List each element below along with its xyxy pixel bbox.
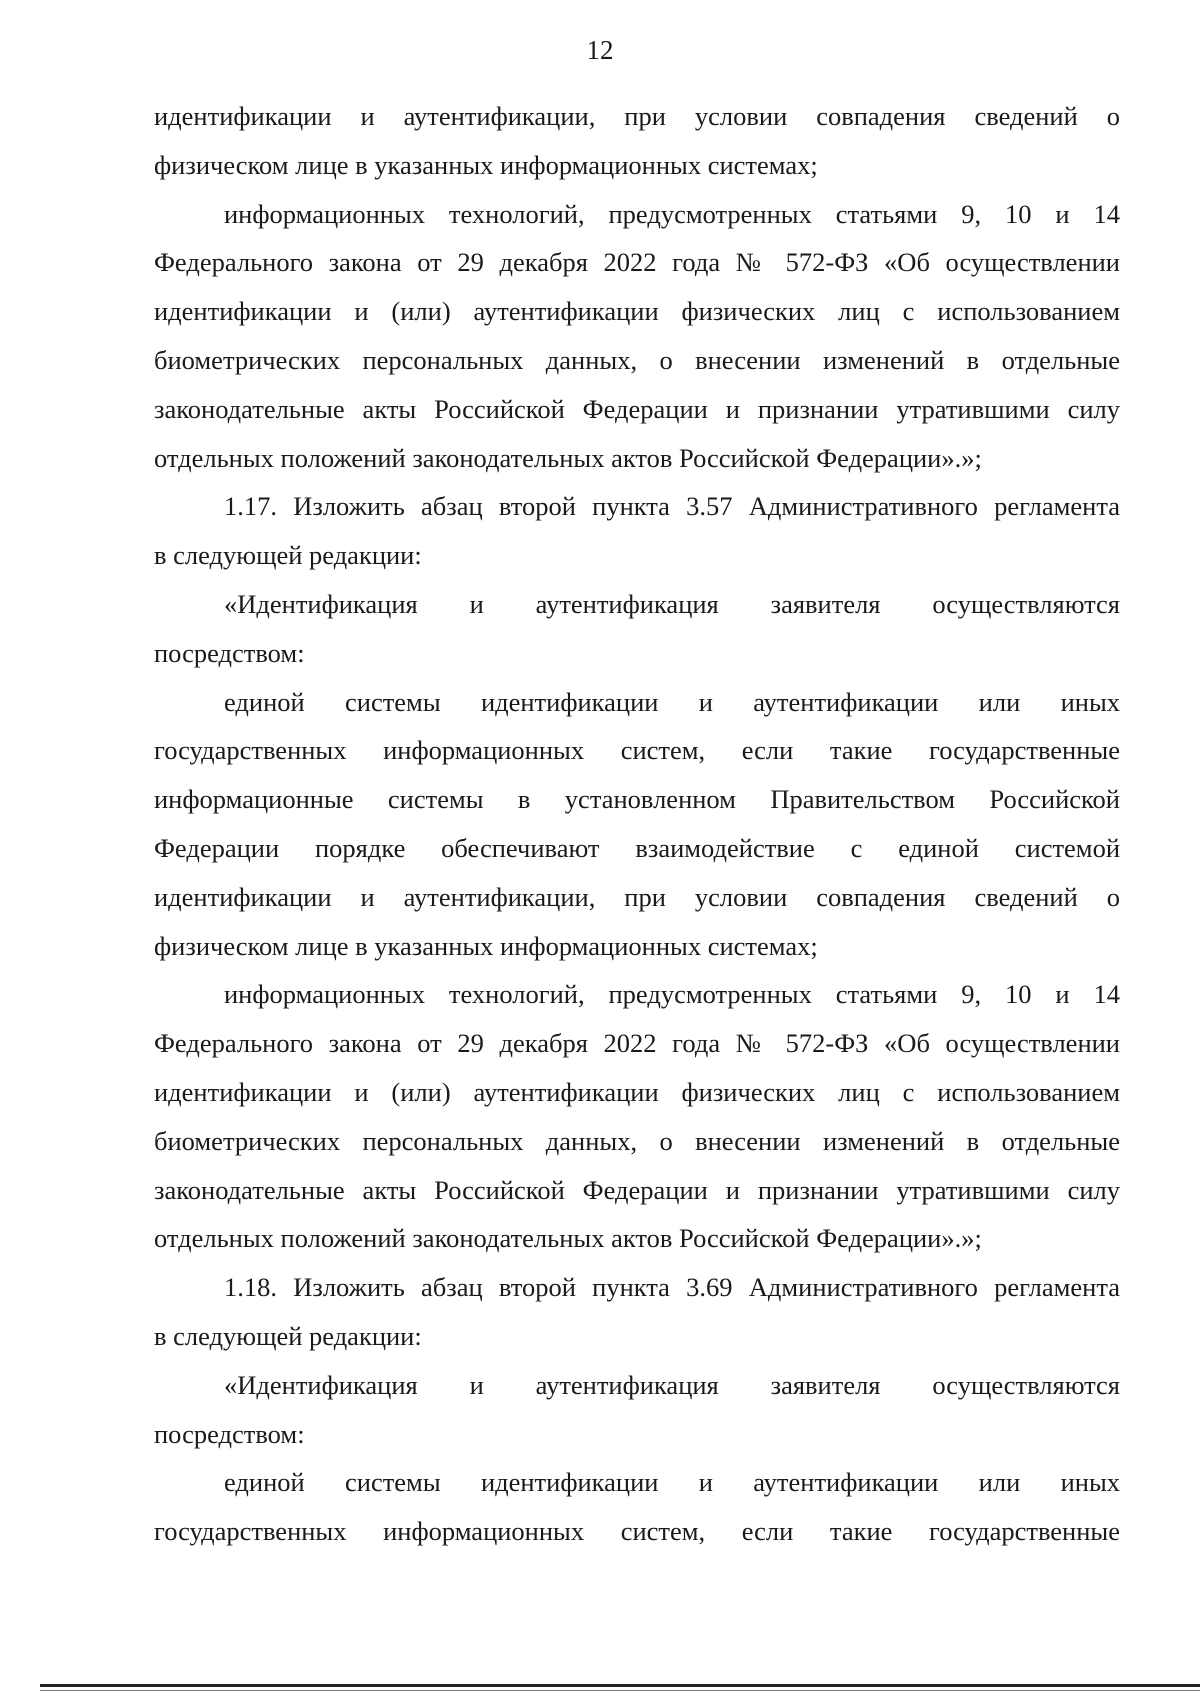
paragraph-start-line: 1.17. Изложить абзац второй пункта 3.57 Административного регламента <box>224 491 1120 522</box>
text-line: идентификации и аутентификации, при условии совпадения сведений о <box>154 101 1120 131</box>
document-body <box>154 92 1120 1556</box>
page-bottom-edge-shadow <box>40 1690 1200 1691</box>
text-line: государственных информационных систем, если такие государственные <box>154 735 1120 766</box>
paragraph-start-line: «Идентификация и аутентификация заявителя осуществляются <box>224 1369 1120 1400</box>
text-line: отдельных положений законодательных актов Российской Федерации».»; <box>154 1223 982 1254</box>
paragraph-start-line: единой системы идентификации и аутентификации или иных <box>224 1467 1120 1498</box>
page-bottom-edge <box>40 1684 1200 1687</box>
text-line: посредством: <box>154 1418 305 1449</box>
text-line: отдельных положений законодательных актов Российской Федерации».»; <box>154 442 982 473</box>
text-line: посредством: <box>154 637 305 668</box>
text-line: в следующей редакции: <box>154 540 422 571</box>
text-line: идентификации и (или) аутентификации физических лиц с использованием <box>154 1076 1120 1107</box>
paragraph-start-line: единой системы идентификации и аутентификации или иных <box>224 686 1120 717</box>
text-line: физическом лице в указанных информационных системах; <box>154 930 818 961</box>
paragraph-start-line: информационных технологий, предусмотренных статьями 9, 10 и 14 <box>224 979 1120 1010</box>
paragraph-start-line: 1.18. Изложить абзац второй пункта 3.69 Административного регламента <box>224 1272 1120 1303</box>
text-line: идентификации и аутентификации, при условии совпадения сведений о <box>154 881 1120 912</box>
text-line: информационные системы в установленном Правительством Российской <box>154 784 1120 815</box>
text-line: государственных информационных систем, если такие государственные <box>154 1516 1120 1547</box>
text-line: в следующей редакции: <box>154 1320 422 1351</box>
paragraph-start-line: «Идентификация и аутентификация заявителя осуществляются <box>224 588 1120 619</box>
text-line: Федерального закона от 29 декабря 2022 года № 572-ФЗ «Об осуществлении <box>154 247 1120 278</box>
paragraph-start-line: информационных технологий, предусмотренных статьями 9, 10 и 14 <box>224 198 1120 229</box>
text-line: законодательные акты Российской Федерации и признании утратившими силу <box>154 393 1120 424</box>
text-line: биометрических персональных данных, о внесении изменений в отдельные <box>154 344 1120 375</box>
text-line: идентификации и (или) аутентификации физических лиц с использованием <box>154 296 1120 327</box>
text-line: Федерального закона от 29 декабря 2022 года № 572-ФЗ «Об осуществлении <box>154 1028 1120 1059</box>
page-number: 12 <box>586 35 614 65</box>
text-line: биометрических персональных данных, о внесении изменений в отдельные <box>154 1125 1120 1156</box>
text-line: законодательные акты Российской Федерации и признании утратившими силу <box>154 1174 1120 1205</box>
text-line: Федерации порядке обеспечивают взаимодействие с единой системой <box>154 832 1120 863</box>
text-line: физическом лице в указанных информационных системах; <box>154 149 818 180</box>
